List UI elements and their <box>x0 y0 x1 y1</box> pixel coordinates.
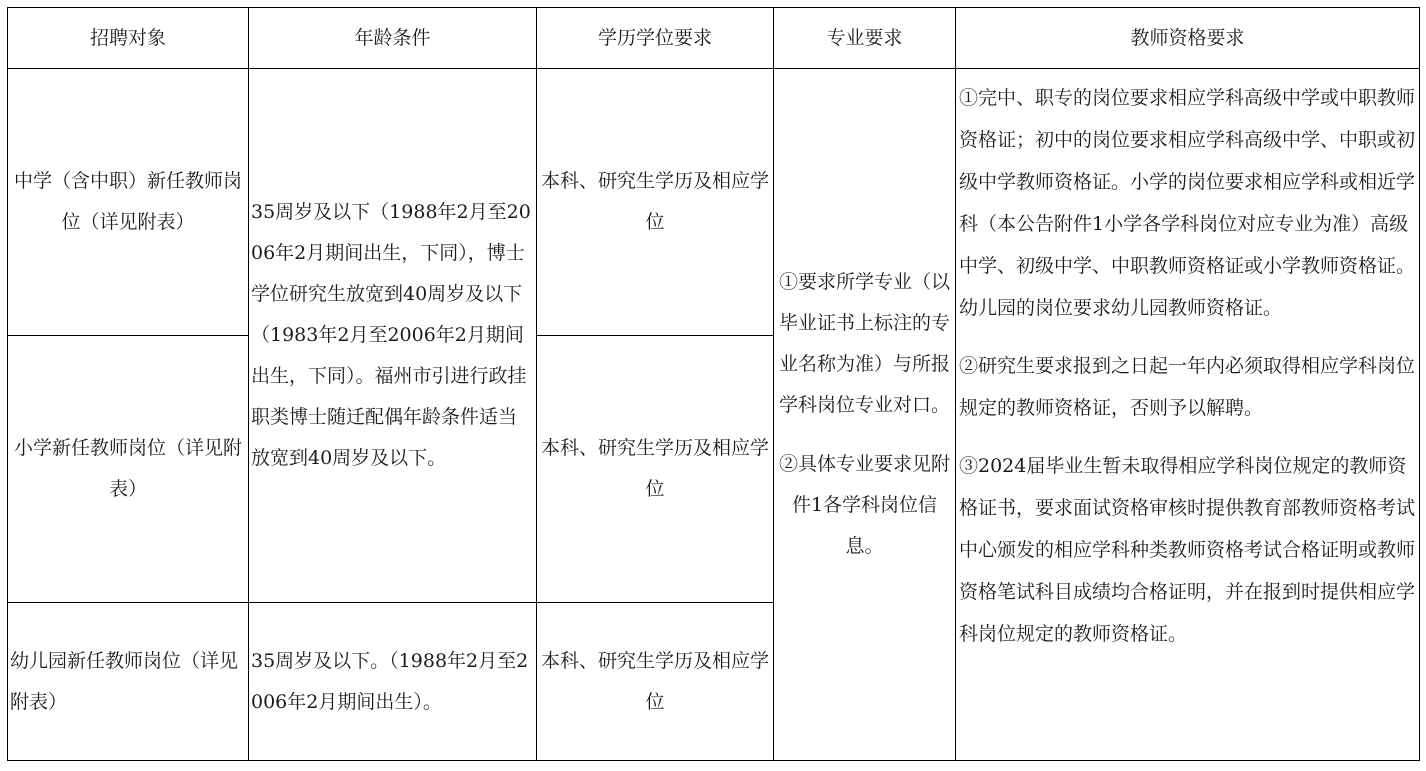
header-qualification: 教师资格要求 <box>956 8 1420 69</box>
cell-age-shared: 35周岁及以下（1988年2月至2006年2月期间出生，下同），博士学位研究生放宽到40周岁及以下（1983年2月至2006年2月期间出生，下同）。福州市引进行政挂职类博士随迁配偶年龄条件适当放宽到40周岁及以下。 <box>249 69 537 603</box>
header-education: 学历学位要求 <box>537 8 774 69</box>
cell-target-kindergarten: 幼儿园新任教师岗位（详见附表） <box>8 603 249 761</box>
qualification-requirement-3: ③2024届毕业生暂未取得相应学科岗位规定的教师资格证书，要求面试资格审核时提供教育部教师资格考试中心颁发的相应学科种类教师资格考试合格证明或教师资格笔试科目成绩均合格证明，并在报到时提供相应学科岗位规定的教师资格证。 <box>959 455 1416 645</box>
major-requirement-2: ②具体专业要求见附件1各学科岗位信息。 <box>778 453 950 557</box>
cell-qualification-requirements <box>956 69 1420 761</box>
table-row-secondary <box>8 69 1420 336</box>
cell-age-kindergarten: 35周岁及以下。（1988年2月至2006年2月期间出生）。 <box>249 603 537 761</box>
recruitment-requirements-table <box>7 7 1420 761</box>
cell-education-kindergarten: 本科、研究生学历及相应学位 <box>537 603 774 761</box>
header-target: 招聘对象 <box>8 8 249 69</box>
header-row <box>8 8 1420 69</box>
cell-target-secondary: 中学（含中职）新任教师岗位（详见附表） <box>8 69 249 336</box>
cell-education-secondary: 本科、研究生学历及相应学位 <box>537 69 774 336</box>
qualification-requirement-2: ②研究生要求报到之日起一年内必须取得相应学科岗位规定的教师资格证，否则予以解聘。 <box>959 355 1416 419</box>
major-requirement-1: ①要求所学专业（以毕业证书上标注的专业名称为准）与所报学科岗位专业对口。 <box>778 271 950 416</box>
qualification-requirement-1: ①完中、职专的岗位要求相应学科高级中学或中职教师资格证；初中的岗位要求相应学科高级中学、中职或初级中学教师资格证。小学的岗位要求相应学科或相近学科（本公告附件1小学各学科岗位对应专业为准）高级中学、初级中学、中职教师资格证或小学教师资格证。幼儿园的岗位要求幼儿园教师资格证。 <box>959 87 1416 319</box>
cell-major-requirements <box>774 69 956 761</box>
cell-education-primary: 本科、研究生学历及相应学位 <box>537 336 774 603</box>
cell-target-primary: 小学新任教师岗位（详见附表） <box>8 336 249 603</box>
header-major: 专业要求 <box>774 8 956 69</box>
header-age: 年龄条件 <box>249 8 537 69</box>
